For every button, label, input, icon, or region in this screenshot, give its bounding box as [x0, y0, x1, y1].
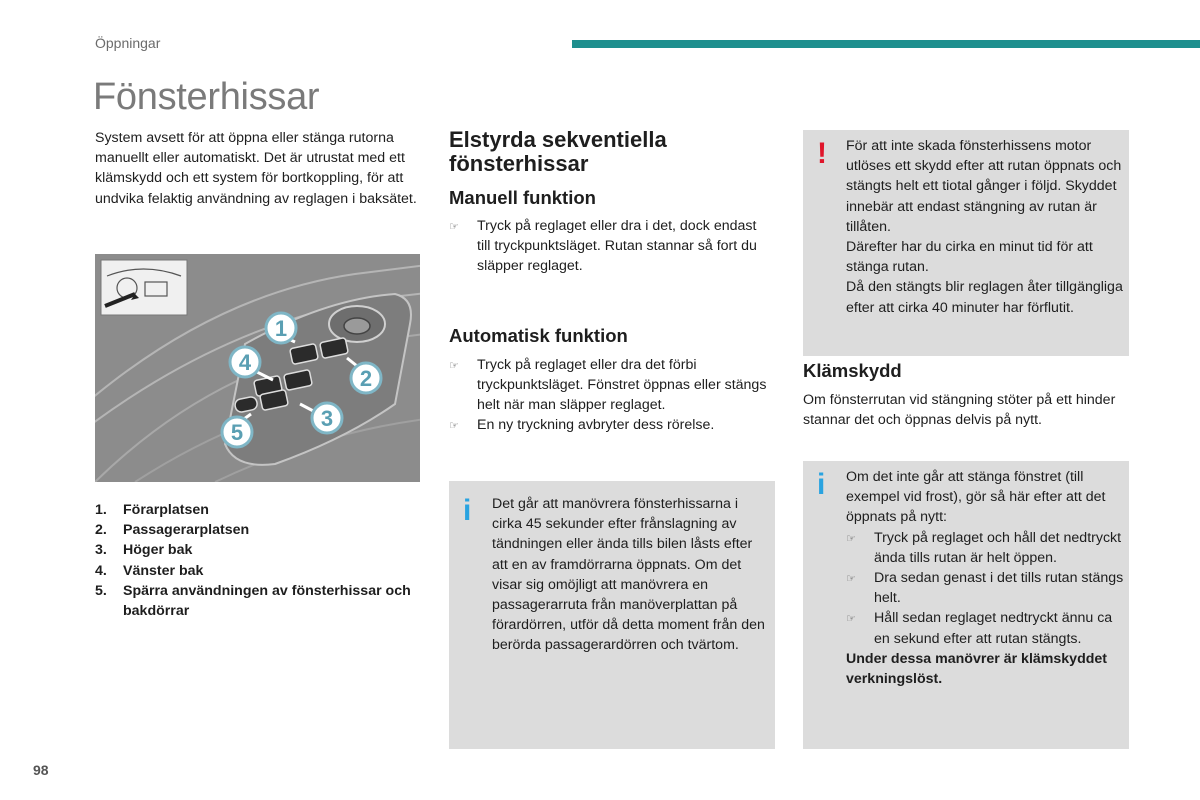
- info-box-maneuver-time: [449, 481, 775, 749]
- legend-text: Vänster bak: [123, 562, 204, 579]
- section-label: Öppningar: [95, 35, 161, 51]
- info-bold-note: Under dessa manövrer är klämskyddet verkningslöst.: [846, 650, 1108, 688]
- callout-5-label: 5: [230, 420, 244, 445]
- legend-list: [95, 500, 425, 621]
- heading-klamskydd: Klämskydd: [803, 360, 902, 381]
- info-bullet-text: Håll sedan reglaget nedtryckt ännu ca en sekund efter att rutan stängts.: [874, 610, 1113, 647]
- callout-4: [230, 347, 273, 380]
- legend-item: [95, 581, 425, 621]
- warning-text: [846, 136, 1124, 318]
- intro-paragraph: System avsett för att öppna eller stänga rutorna manuellt eller automatiskt. Det är utrustat med ett klämskydd och ett system för bortkoppling, för att undvika felaktig användning av reglagen i baksätet.: [95, 130, 417, 207]
- info-box-frost-content: [846, 467, 1124, 689]
- info-icon: i: [463, 494, 472, 527]
- klamskydd-text: Om fönsterrutan vid stängning stöter på ett hinder stannar det och öppnas delvis på nytt.: [803, 392, 1116, 429]
- page-number: 98: [33, 762, 49, 778]
- auto-bullet: [449, 355, 769, 416]
- auto-bullet: [449, 415, 769, 436]
- window-switch-illustration: [95, 254, 420, 482]
- auto-bullet-text: En ny tryckning avbryter dess rörelse.: [477, 417, 715, 433]
- info-box-text: Det går att manövrera fönsterhissarna i cirka 45 sekunder efter frånslagning av tändningen eller ända tills bilen låsts efter att en av framdörrarna öppnats. Om det visar sig omöjligt att manövrera en passagerarruta från manöverplattan på förardörren, utför då detta moment från den berörda passagerardörren och tvärtom.: [492, 496, 765, 654]
- callout-1-label: 1: [274, 316, 288, 341]
- legend-number: 2.: [95, 522, 107, 539]
- info-icon: i: [817, 468, 826, 501]
- legend-text: Passagerarplatsen: [123, 522, 250, 539]
- info-bullet-text: Dra sedan genast i det tills rutan stängs helt.: [874, 570, 1124, 607]
- info-bullet: [846, 568, 1124, 608]
- info-bullet-text: Tryck på reglaget och håll det nedtryckt ända tills rutan är helt öppen.: [874, 529, 1122, 566]
- legend-text: Höger bak: [123, 542, 193, 559]
- pointing-hand-icon: ☞: [846, 613, 856, 626]
- legend-number: 4.: [95, 562, 107, 579]
- pointing-hand-icon: ☞: [846, 532, 856, 545]
- callout-3-label: 3: [320, 406, 334, 431]
- legend-number: 5.: [95, 582, 107, 599]
- callout-2: [347, 358, 381, 393]
- legend-number: 3.: [95, 542, 107, 559]
- callout-3: [300, 403, 342, 433]
- warning-line: Därefter har du cirka en minut tid för att stänga rutan.: [846, 239, 1093, 276]
- legend-item: [95, 520, 425, 540]
- callout-5: [222, 414, 252, 447]
- callout-2-label: 2: [359, 366, 373, 391]
- callout-badges: [95, 254, 420, 482]
- warning-line: Då den stängts blir reglagen åter tillgängliga efter att cirka 40 minuter har förflutit.: [846, 279, 1123, 316]
- warning-line: För att inte skada fönsterhissens motor utlöses ett skydd efter att rutan öppnats och stängts helt ett tiotal gånger i följd. Skyddet innebär att endast stängning av rutan är tillåten.: [846, 138, 1122, 235]
- page-title: Fönsterhissar: [93, 76, 320, 118]
- legend-item: [95, 540, 425, 560]
- warning-icon: !: [817, 137, 827, 170]
- pointing-hand-icon: ☞: [449, 221, 459, 233]
- info-box-frost: [803, 461, 1129, 749]
- legend-text: Spärra användningen av fönsterhissar och bakdörrar: [123, 582, 411, 620]
- heading-automatic-function: Automatisk funktion: [449, 325, 628, 346]
- pointing-hand-icon: ☞: [846, 573, 856, 586]
- manual-bullet-text: Tryck på reglaget eller dra i det, dock endast till tryckpunktsläget. Rutan stannar så fort du släpper reglaget.: [477, 218, 757, 275]
- section-heading-sequential-windows: Elstyrda sekventiella fönsterhissar: [449, 127, 667, 176]
- auto-bullet-text: Tryck på reglaget eller dra det förbi tryckpunktsläget. Fönstret öppnas eller stängs helt när man släpper reglaget.: [477, 357, 767, 414]
- callout-4-label: 4: [238, 350, 252, 375]
- pointing-hand-icon: ☞: [449, 360, 459, 372]
- header-accent-bar: [572, 40, 1200, 48]
- manual-bullet: [449, 216, 769, 277]
- heading-manual-function: Manuell funktion: [449, 187, 596, 208]
- info-intro: Om det inte går att stänga fönstret (till exempel vid frost), gör så här efter att det öppnats på nytt:: [846, 469, 1106, 526]
- legend-text: Förarplatsen: [123, 502, 209, 518]
- callout-1: [265, 313, 296, 343]
- pointing-hand-icon: ☞: [449, 420, 459, 432]
- warning-box-motor-protection: [803, 130, 1129, 356]
- info-bullet: [846, 608, 1124, 648]
- legend-item: [95, 500, 425, 520]
- legend-number: 1.: [95, 502, 107, 518]
- legend-item: [95, 561, 425, 581]
- info-bullet: [846, 528, 1124, 568]
